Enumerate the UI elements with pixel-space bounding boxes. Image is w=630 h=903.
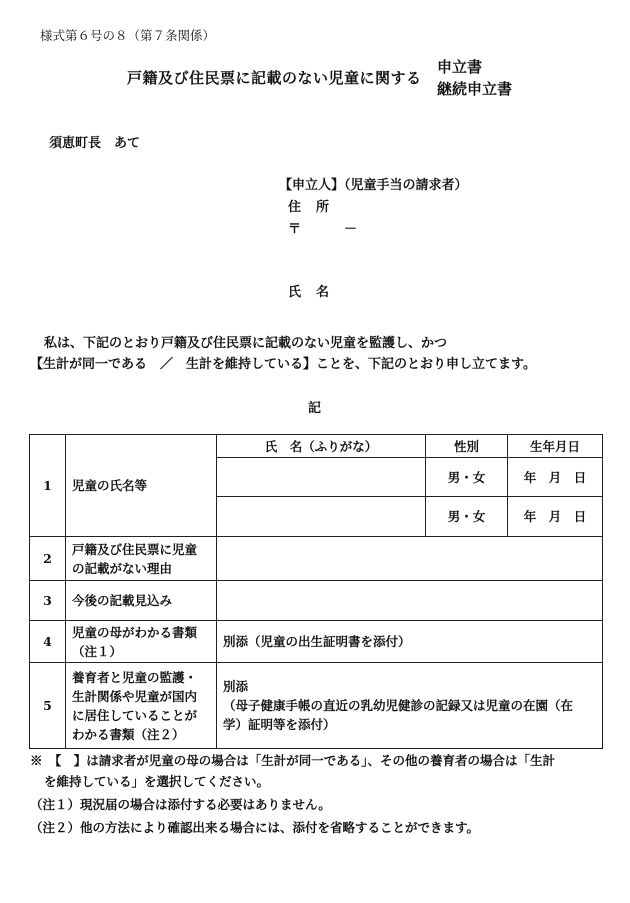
applicant-address-label: 住 所 — [288, 200, 331, 215]
row-4-content: 別添（児童の出生証明書を添付） — [217, 621, 603, 663]
row-3-label: 今後の記載見込み — [66, 581, 217, 621]
row-4-label — [66, 621, 217, 663]
child-info-table — [29, 434, 603, 749]
row-2-label-line-2: の記載がない理由 — [72, 560, 173, 576]
note-2: （注２）他の方法により確認出来る場合には、添付を省略することができます。 — [30, 820, 480, 835]
row-1-label: 児童の氏名等 — [66, 435, 217, 537]
applicant-header: 【申立人】（児童手当の請求者） — [279, 178, 468, 193]
title-option-application: 申立書 — [437, 58, 483, 76]
postal-code-dash: － — [344, 222, 358, 237]
child-1-birthdate-field[interactable]: 年 月 日 — [508, 458, 603, 497]
row-2-number: 2 — [30, 537, 66, 581]
child-2-birthdate-field[interactable]: 年 月 日 — [508, 497, 603, 537]
row-5-content-line-3: 学）証明等を添付） — [223, 717, 336, 732]
row-5-label-line-3: に居住していることが — [72, 707, 198, 723]
applicant-name-label: 氏 名 — [288, 285, 331, 300]
row-2-label — [66, 537, 217, 581]
title-option-continuation: 継続申立書 — [437, 80, 513, 98]
child-1-name-field[interactable] — [217, 458, 426, 497]
row-3-number: 3 — [30, 581, 66, 621]
row-2-label-line-1: 戸籍及び住民票に児童 — [72, 541, 198, 557]
statement-line-1: 私は、下記のとおり戸籍及び住民票に記載のない児童を監護し、かつ — [44, 336, 448, 351]
row-5-label — [66, 663, 217, 749]
row-5-label-line-1: 養育者と児童の監護・ — [72, 669, 198, 685]
note-1: （注１）現況届の場合は添付する必要はありません。 — [30, 797, 331, 812]
addressee: 須恵町長 あて — [49, 136, 141, 151]
ki-heading: 記 — [308, 401, 322, 416]
column-header-birthdate: 生年月日 — [508, 435, 603, 458]
statement-line-2: 【生計が同一である ／ 生計を維持している】ことを、下記のとおり申し立てます。 — [30, 357, 536, 372]
postal-mark: 〒 — [288, 222, 302, 237]
child-2-gender-field[interactable]: 男・女 — [426, 497, 508, 537]
child-1-gender-field[interactable]: 男・女 — [426, 458, 508, 497]
row-5-content-line-1: 別添 — [223, 679, 249, 694]
child-2-name-field[interactable] — [217, 497, 426, 537]
row-5-content-line-2: （母子健康手帳の直近の乳幼児健診の記録又は児童の在園（在 — [223, 698, 574, 713]
row-5-label-line-2: 生計関係や児童が国内 — [72, 688, 198, 704]
row-2-reason-field[interactable] — [217, 537, 603, 581]
row-4-number: 4 — [30, 621, 66, 663]
row-5-number: 5 — [30, 663, 66, 749]
note-asterisk-line-2: を維持している」を選択してください。 — [44, 774, 270, 789]
row-5-content — [217, 663, 603, 749]
row-1-number: 1 — [30, 435, 66, 537]
document-title: 戸籍及び住民票に記載のない児童に関する — [127, 69, 422, 87]
column-header-name: 氏 名（ふりがな） — [217, 435, 426, 458]
column-header-gender: 性別 — [426, 435, 508, 458]
row-4-label-line-2: （注１） — [72, 643, 123, 659]
form-number: 様式第６号の８（第７条関係） — [40, 28, 216, 43]
row-3-outlook-field[interactable] — [217, 581, 603, 621]
row-4-label-line-1: 児童の母がわかる書類 — [72, 624, 198, 640]
row-5-label-line-4: わかる書類（注２） — [72, 726, 185, 742]
note-asterisk-line-1: ※ 【 】は請求者が児童の母の場合は「生計が同一である」、その他の養育者の場合は「生計 — [30, 753, 556, 768]
